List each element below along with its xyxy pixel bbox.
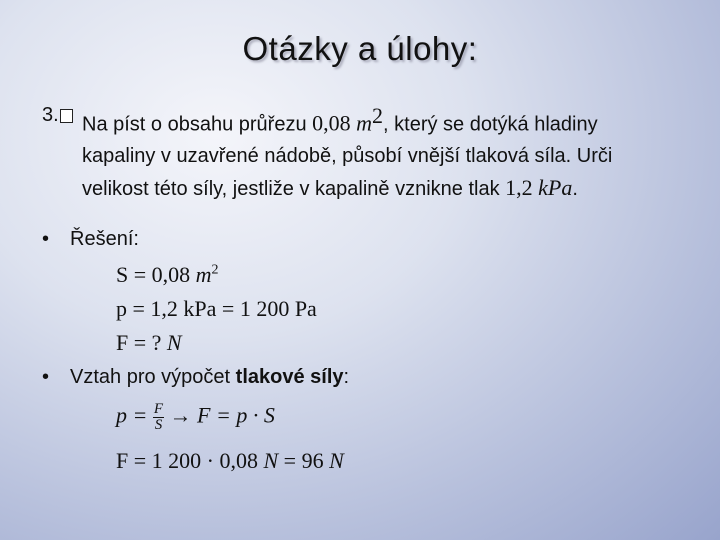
- given-pressure: p = 1,2 kPa = 1 200 Pa: [116, 296, 317, 321]
- given-area: S = 0,08 $m^2$: [116, 262, 219, 287]
- problem-number: 3.: [42, 100, 73, 131]
- problem-statement: [42, 100, 682, 205]
- problem-text: Na píst o obsahu průřezu 0,08 $m^2$, který se dotýká hladiny kapaliny v uzavřené nádobě, působí vnější tlaková síla. Urči velikost této síly, jestliže v kapalině vznikne tlak 1,2 kPa.: [82, 103, 613, 200]
- unknown-force: F = ? N: [116, 330, 182, 355]
- slide-title: Otázky a úlohy:: [242, 30, 478, 67]
- missing-glyph-icon: [60, 109, 73, 123]
- pressure-formula: p = $\frac{F}{S}$ → F = p · S: [116, 401, 275, 433]
- force-calculation: F = 1 200 · 0,08 N = 96 N: [116, 448, 344, 473]
- formula-heading: • Vztah pro výpočet tlakové síly:: [42, 366, 350, 388]
- fraction: $\frac{F}{S}$: [153, 401, 164, 433]
- solution-heading: • Řešení:: [42, 228, 139, 250]
